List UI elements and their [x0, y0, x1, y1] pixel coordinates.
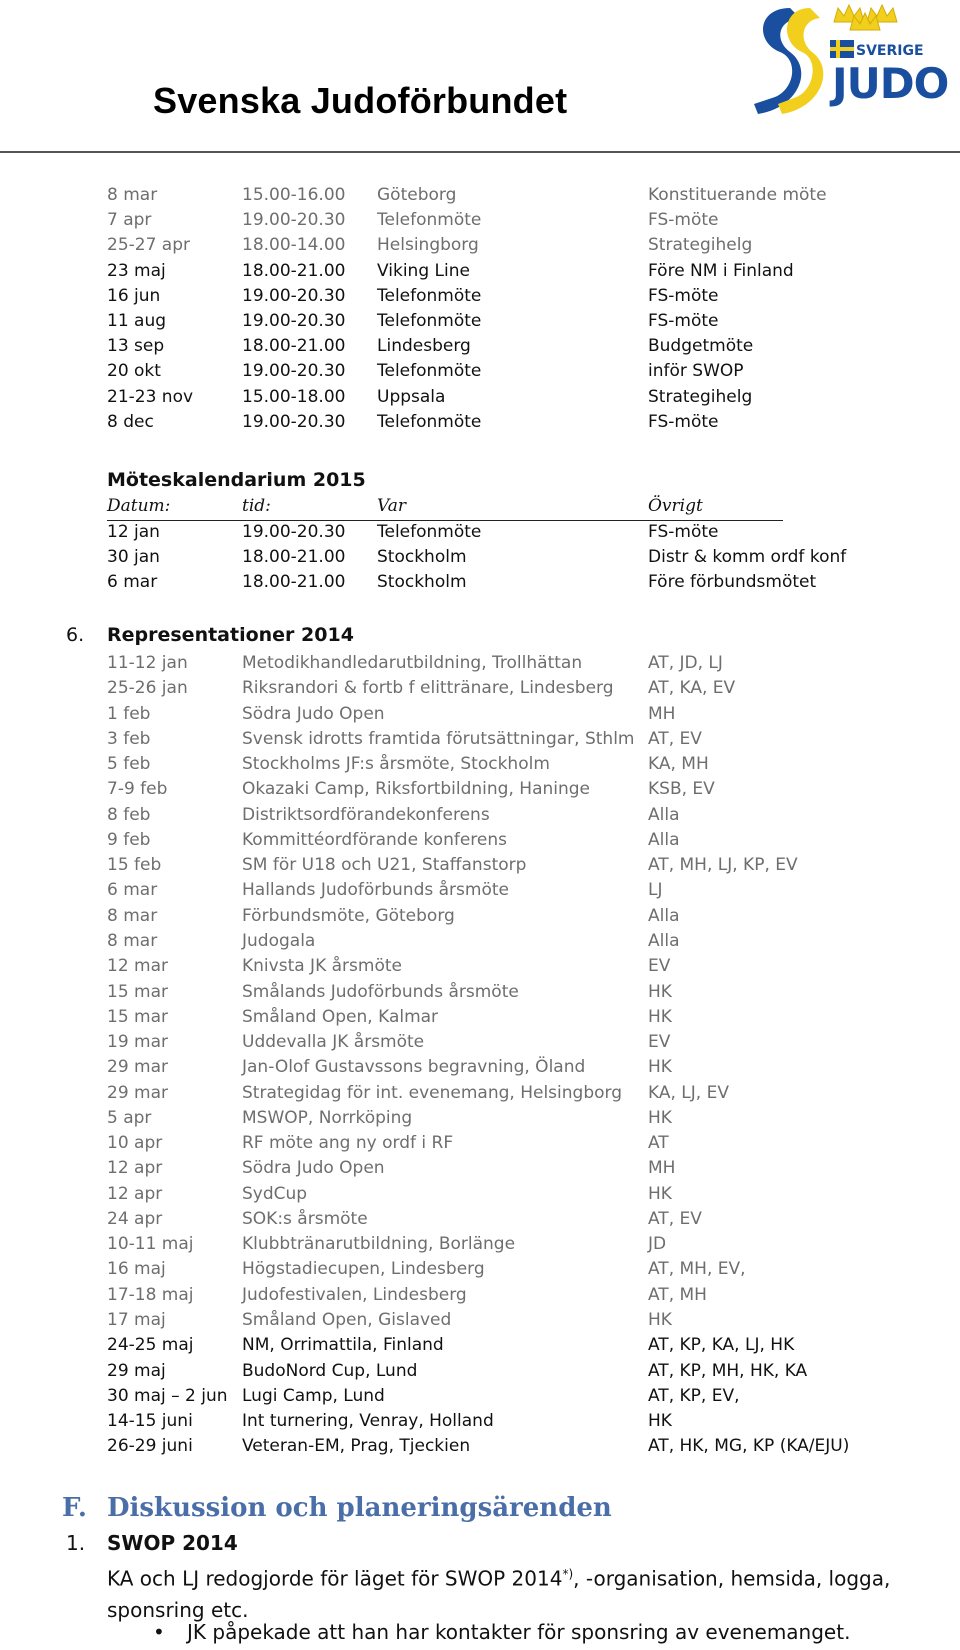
cell-event: Uddevalla JK årsmöte [242, 1032, 425, 1053]
cell-date: 1 feb [107, 703, 151, 724]
cell-participants: Alla [648, 804, 680, 825]
cell-event: Knivsta JK årsmöte [242, 956, 402, 977]
cell-date: 17-18 maj [107, 1284, 194, 1305]
cell-date: 7-9 feb [107, 779, 168, 800]
calendar-2015-header [107, 496, 783, 521]
cell-time: 18.00-21.00 [242, 336, 346, 357]
cell-date: 29 mar [107, 1057, 169, 1078]
item-number: 1. [66, 1531, 86, 1555]
col-header-note: Övrigt [648, 496, 703, 516]
cell-note: FS-möte [648, 311, 719, 331]
cell-date: 7 apr [107, 210, 152, 231]
cell-date: 23 maj [107, 260, 166, 281]
representations-title: Representationer 2014 [107, 624, 354, 646]
swop-paragraph [107, 1559, 907, 1626]
logo-text-judo: JUDO [832, 59, 949, 108]
sverige-judo-logo [752, 0, 949, 118]
cell-date: 12 apr [107, 1183, 163, 1204]
cell-event: SM för U18 och U21, Staffanstorp [242, 855, 527, 876]
cell-time: 18.00-14.00 [242, 235, 346, 256]
col-header-time: tid: [242, 496, 271, 516]
cell-date: 5 apr [107, 1107, 152, 1128]
cell-participants: MH [648, 703, 676, 724]
cell-event: Klubbtränarutbildning, Borlänge [242, 1234, 516, 1255]
cell-time: 18.00-21.00 [242, 260, 346, 281]
cell-event: Stockholms JF:s årsmöte, Stockholm [242, 754, 550, 775]
cell-date: 3 feb [107, 728, 151, 749]
cell-place: Telefonmöte [377, 210, 482, 231]
calendar-2015-title: Möteskalendarium 2015 [107, 469, 366, 491]
cell-date: 5 feb [107, 754, 151, 775]
cell-time: 19.00-20.30 [242, 210, 346, 231]
header-divider [0, 151, 960, 153]
cell-date: 30 jan [107, 547, 160, 568]
cell-event: Strategidag för int. evenemang, Helsingborg [242, 1082, 623, 1103]
cell-event: Jan-Olof Gustavssons begravning, Öland [242, 1057, 586, 1078]
cell-note: Budgetmöte [648, 336, 754, 357]
col-header-place: Var [377, 496, 406, 516]
cell-date: 29 maj [107, 1360, 166, 1381]
cell-note: Strategihelg [648, 235, 753, 256]
cell-time: 15.00-18.00 [242, 386, 346, 407]
cell-date: 24-25 maj [107, 1335, 194, 1356]
cell-event: Svensk idrotts framtida förutsättningar, Sthlm [242, 728, 635, 749]
cell-time: 19.00-20.30 [242, 411, 346, 432]
cell-date: 11-12 jan [107, 653, 188, 673]
cell-participants: AT, EV [648, 728, 702, 749]
cell-participants: EV [648, 956, 671, 977]
cell-event: RF möte ang ny ordf i RF [242, 1133, 454, 1154]
cell-participants: Alla [648, 905, 680, 926]
cell-event: SydCup [242, 1183, 308, 1204]
cell-event: SOK:s årsmöte [242, 1208, 368, 1229]
cell-place: Stockholm [377, 547, 467, 568]
footnote-marker: *) [562, 1567, 574, 1581]
bullet-dot: • [153, 1620, 165, 1644]
cell-date: 11 aug [107, 311, 167, 331]
cell-note: Konstituerande möte [648, 185, 827, 205]
cell-time: 19.00-20.30 [242, 311, 346, 331]
cell-event: Riksrandori & fortb f elittränare, Lindesberg [242, 678, 614, 699]
cell-place: Telefonmöte [377, 411, 482, 432]
section-number: 6. [66, 624, 85, 646]
cell-event: Södra Judo Open [242, 1158, 385, 1179]
logo-text-sverige: SVERIGE [856, 43, 924, 59]
cell-note: inför SWOP [648, 361, 744, 382]
cell-place: Telefonmöte [377, 311, 482, 331]
cell-participants: LJ [648, 880, 663, 901]
cell-date: 17 maj [107, 1310, 166, 1331]
col-header-date: Datum: [107, 496, 171, 516]
cell-note: FS-möte [648, 210, 719, 231]
cell-place: Helsingborg [377, 235, 479, 256]
cell-participants: HK [648, 981, 672, 1002]
cell-event: Småland Open, Gislaved [242, 1310, 452, 1331]
cell-note: Strategihelg [648, 386, 753, 407]
cell-event: Veteran-EM, Prag, Tjeckien [242, 1436, 471, 1457]
paragraph-text: KA och LJ redogjorde för läget för SWOP 2014 [107, 1566, 563, 1591]
cell-date: 29 mar [107, 1082, 169, 1103]
cell-date: 6 mar [107, 880, 158, 901]
cell-place: Lindesberg [377, 336, 471, 357]
cell-date: 13 sep [107, 336, 165, 357]
page-header [0, 0, 960, 155]
cell-date: 10-11 maj [107, 1234, 194, 1255]
cell-participants: Alla [648, 930, 680, 951]
cell-participants: AT, HK, MG, KP (KA/EJU) [648, 1436, 850, 1457]
cell-participants: AT, JD, LJ [648, 653, 723, 673]
cell-date: 20 okt [107, 361, 161, 382]
cell-event: Okazaki Camp, Riksfortbildning, Haninge [242, 779, 591, 800]
cell-date: 8 mar [107, 930, 158, 951]
cell-participants: HK [648, 1006, 672, 1027]
cell-participants: EV [648, 1032, 671, 1053]
cell-participants: AT, MH, LJ, KP, EV [648, 855, 798, 876]
cell-event: Distriktsordförandekonferens [242, 804, 490, 825]
cell-event: NM, Orrimattila, Finland [242, 1335, 444, 1356]
cell-participants: KA, LJ, EV [648, 1082, 729, 1103]
cell-participants: AT, KP, EV, [648, 1385, 740, 1406]
cell-participants: MH [648, 1158, 676, 1179]
cell-participants: HK [648, 1107, 672, 1128]
cell-participants: AT, MH, EV, [648, 1259, 746, 1280]
cell-date: 15 mar [107, 981, 169, 1002]
cell-date: 19 mar [107, 1032, 169, 1053]
cell-time: 15.00-16.00 [242, 185, 346, 205]
bullet-text: JK påpekade att han har kontakter för sponsring av evenemanget. [187, 1620, 851, 1644]
cell-participants: AT, KP, KA, LJ, HK [648, 1335, 795, 1356]
cell-date: 24 apr [107, 1208, 163, 1229]
cell-participants: AT, KP, MH, HK, KA [648, 1360, 808, 1381]
cell-date: 15 mar [107, 1006, 169, 1027]
cell-note: FS-möte [648, 522, 719, 542]
cell-time: 19.00-20.30 [242, 361, 346, 382]
cell-time: 18.00-21.00 [242, 547, 346, 568]
cell-participants: Alla [648, 829, 680, 850]
cell-event: Int turnering, Venray, Holland [242, 1411, 494, 1432]
cell-place: Telefonmöte [377, 285, 482, 306]
cell-date: 8 feb [107, 804, 151, 825]
cell-date: 21-23 nov [107, 386, 194, 407]
cell-date: 16 jun [107, 285, 161, 306]
cell-date: 15 feb [107, 855, 162, 876]
cell-date: 12 mar [107, 956, 169, 977]
cell-participants: KSB, EV [648, 779, 715, 800]
cell-date: 14-15 juni [107, 1411, 193, 1432]
cell-date: 26-29 juni [107, 1436, 193, 1457]
cell-event: Södra Judo Open [242, 703, 385, 724]
org-title: Svenska Judoförbundet [153, 80, 568, 121]
cell-event: Förbundsmöte, Göteborg [242, 905, 455, 926]
cell-date: 30 maj – 2 jun [107, 1385, 228, 1406]
item-title: SWOP 2014 [107, 1531, 238, 1555]
cell-participants: HK [648, 1183, 672, 1204]
cell-date: 16 maj [107, 1259, 166, 1280]
cell-note: Före NM i Finland [648, 260, 794, 281]
cell-participants: JD [648, 1234, 667, 1255]
cell-date: 25-26 jan [107, 678, 188, 699]
cell-time: 18.00-21.00 [242, 572, 346, 593]
cell-note: Före förbundsmötet [648, 572, 817, 593]
cell-event: Småland Open, Kalmar [242, 1006, 439, 1027]
cell-participants: AT, MH [648, 1284, 707, 1305]
section-f-letter: F. [62, 1493, 87, 1523]
cell-participants: HK [648, 1411, 672, 1432]
cell-participants: HK [648, 1057, 672, 1078]
cell-event: Högstadiecupen, Lindesberg [242, 1259, 485, 1280]
cell-participants: AT, EV [648, 1208, 702, 1229]
cell-time: 19.00-20.30 [242, 285, 346, 306]
cell-event: Smålands Judoförbunds årsmöte [242, 981, 519, 1002]
cell-date: 8 mar [107, 905, 158, 926]
cell-date: 8 dec [107, 411, 154, 432]
cell-note: FS-möte [648, 285, 719, 306]
cell-date: 8 mar [107, 185, 158, 205]
cell-date: 9 feb [107, 829, 151, 850]
cell-event: Metodikhandledarutbildning, Trollhättan [242, 653, 583, 673]
cell-date: 12 jan [107, 522, 160, 542]
cell-place: Viking Line [377, 260, 470, 281]
cell-participants: AT [648, 1133, 669, 1154]
cell-event: Lugi Camp, Lund [242, 1385, 385, 1406]
cell-date: 10 apr [107, 1133, 163, 1154]
cell-place: Stockholm [377, 572, 467, 593]
cell-event: Judogala [242, 930, 316, 951]
cell-event: Hallands Judoförbunds årsmöte [242, 880, 509, 901]
cell-participants: AT, KA, EV [648, 678, 736, 699]
paragraph-text-rest: , -organisation, hemsida, logga, sponsring etc. [107, 1566, 891, 1622]
cell-time: 19.00-20.30 [242, 522, 346, 542]
cell-place: Uppsala [377, 386, 446, 407]
cell-place: Telefonmöte [377, 361, 482, 382]
cell-event: Kommittéordförande konferens [242, 829, 508, 850]
cell-date: 25-27 apr [107, 235, 190, 256]
cell-participants: HK [648, 1310, 672, 1331]
cell-place: Göteborg [377, 185, 457, 205]
cell-date: 12 apr [107, 1158, 163, 1179]
cell-place: Telefonmöte [377, 522, 482, 542]
cell-event: BudoNord Cup, Lund [242, 1360, 418, 1381]
section-f-title: Diskussion och planeringsärenden [107, 1493, 612, 1523]
cell-event: Judofestivalen, Lindesberg [242, 1284, 467, 1305]
cell-participants: KA, MH [648, 754, 709, 775]
cell-event: MSWOP, Norrköping [242, 1107, 413, 1128]
cell-note: FS-möte [648, 411, 719, 432]
cell-date: 6 mar [107, 572, 158, 593]
cell-note: Distr & komm ordf konf [648, 547, 847, 568]
